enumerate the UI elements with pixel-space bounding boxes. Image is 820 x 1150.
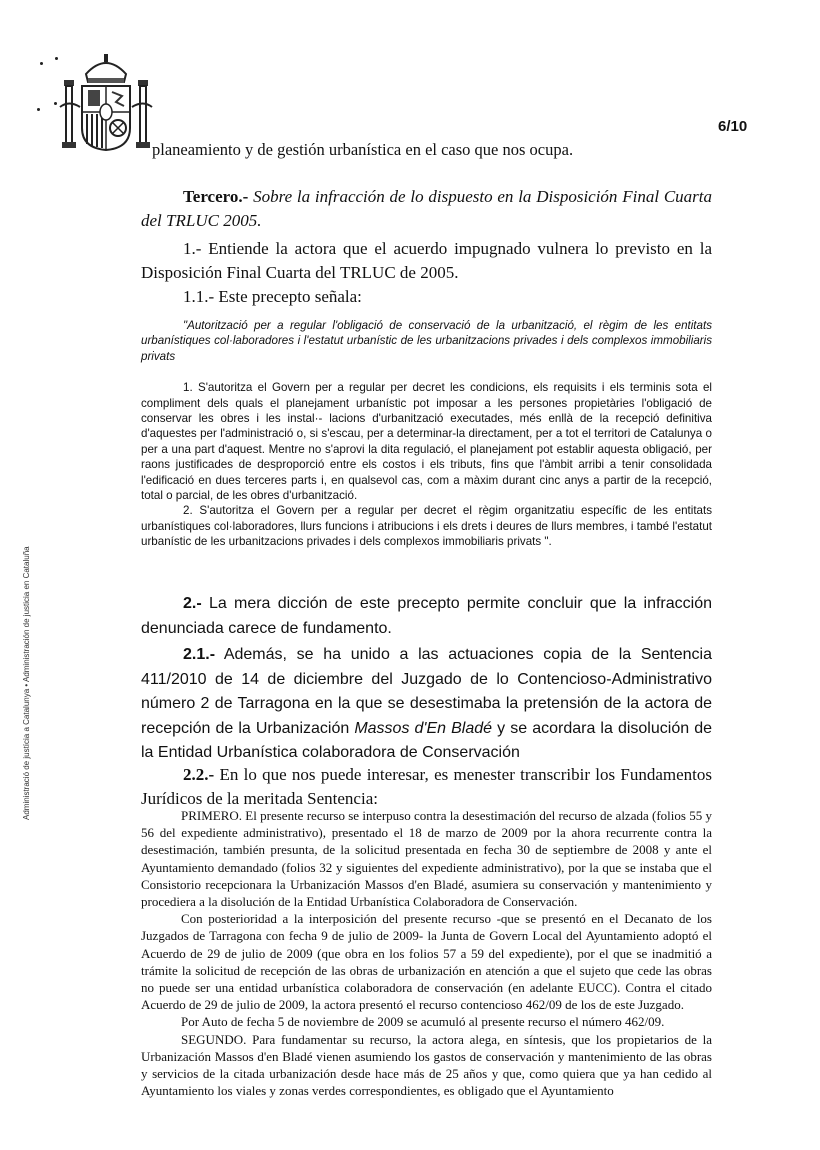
sentence-posterioridad: Con posterioridad a la interposición del presente recurso -que se presentó en el Decanato de los Juzgados de Tarragona con fecha 9 de julio de 2009- la Junta de Govern Local del Ayuntamiento adoptó el Acuerdo de 29 de julio de 2009 (que obra en los folios 57 a 59 del expediente), por el que se inadmitió a trámite la solicitud de recepción de las obras de urbanización en atención a que el sujeto que cede las obras no puede ser una entidad urbanística colaboradora de conservación (en adelante EUCC). Contra el citado Acuerdo de 29 de julio de 2009, la actora presentó el recurso contencioso 462/09 de los de este Juzgado.: [141, 911, 712, 1013]
paragraph-1-line1: Entiende la actora que el acuerdo impugnado vulnera lo previsto en la: [208, 239, 712, 258]
side-note-vertical: Administració de justícia a Catalunya • Administración de justicia en Cataluña: [22, 546, 31, 820]
paragraph-2-2: [141, 763, 712, 811]
quoted-sentence: [141, 807, 712, 1099]
paragraph-1-number: 1.-: [183, 239, 202, 258]
paragraph-2-2-number: 2.2.-: [183, 765, 215, 784]
paragraph-1: [141, 237, 712, 309]
paragraph-2-2-text: En lo que nos puede interesar, es menester transcribir los Fundamentos Jurídicos de la meritada Sentencia:: [141, 765, 712, 808]
paragraph-2-1-text-a: Además, se ha unido a las actuaciones copia de la Sentencia 411/2010 de 14 de diciembre del Juzgado de lo Contencioso-Administrativo número 2 de Tarragona en la que se desestimaba la pretensión de la actora de recepción de la Urbanización: [141, 646, 712, 737]
section-title-line2: TRLUC 2005.: [166, 211, 262, 230]
paragraph-2-1-italic: Massos d'En Bladé: [354, 719, 493, 737]
section-title-line1: Sobre la infracción de lo dispuesto en la Disposición Final Cuarta del: [141, 187, 712, 230]
quote-item-2: 2. S'autoritza el Govern per a regular per decret el règim organitzatiu específic de les entitats urbanístiques col·laboradores, llurs funcions i atribucions i els drets i deures de llurs membres, i també l'estatut urbanístic de les urbanitzacions privades i dels complexos immobiliaris privats ".: [141, 504, 712, 549]
paragraph-2-1-text-b: y se acordara la disolución de la Entidad Urbanística colaboradora de Conservación: [141, 719, 712, 761]
paragraph-2-1: [141, 643, 712, 766]
paragraph-2: [141, 592, 712, 641]
section-heading: [141, 185, 712, 233]
paragraph-2-number: 2.-: [183, 595, 202, 612]
paragraph-1-line2: Disposición Final Cuarta del TRLUC de 2005.: [141, 263, 459, 282]
sentence-auto: Por Auto de fecha 5 de noviembre de 2009 se acumuló al presente recurso el número 462/09.: [181, 1014, 665, 1030]
paragraph-2-text: La mera dicción de este precepto permite concluir que la infracción denunciada carece de fundamento.: [141, 595, 712, 637]
quote-heading: "Autorització per a regular l'obligació de conservació de la urbanització, el règim de les entitats urbanístiques col·laboradores i l'estatut urbanístic de les urbanitzacions privades i dels complexos immobiliaris privats: [141, 319, 712, 363]
paragraph-2-1-number: 2.1.-: [183, 646, 216, 663]
quote-item-1: 1. S'autoritza el Govern per a regular per decret les condicions, els requisits i els terminis sota el compliment dels quals el planejament urbanístic pot imposar a les persones propietàries l'obligació de conservar les obres i les instal·- lacions d'urbanització executades, més enllà de la recepció definitiva d'aquestes per l'administració o, si s'escau, per a determinar-la directament, per a tot el territori de Catalunya o per a una part d'aquest. Mentre no s'aprovi la dita regulació, el planejament pot establir aquesta obligació, per raons justificades de desproporció entre els costos i els tributs, fins que l'àmbit arribi a tenir consolidada l'edificació en dues terceres parts i, en qualsevol cas, com a màxim durant cinc anys a partir de la recepció, total o parcial, de les obres d'urbanització.: [141, 381, 712, 503]
spanish-coat-of-arms-icon: [56, 52, 156, 152]
statute-quote: [141, 318, 712, 550]
sentence-primero: PRIMERO. El presente recurso se interpuso contra la desestimación del recurso de alzada (folios 55 y 56 del expediente administrativo), presentado el 18 de marzo de 2009 por la ahora recurrente contra la desestimación, también presunta, de la solicitud presentada en fecha 30 de septiembre de 2008 y ante el Ayuntamiento demandado (folios 32 y siguientes del expediente administrativo), por la que se instaba que el Consistorio recepcionara la Urbanización Massos d'en Bladé, asumiera su conservación y mantenimiento y procediera a la disolución de la Entidad Urbanística Colaboradora de Conservación.: [141, 808, 712, 910]
paragraph-1-1: 1.1.- Este precepto señala:: [183, 287, 362, 306]
sentence-segundo: SEGUNDO. Para fundamentar su recurso, la actora alega, en síntesis, que los propietarios de la Urbanización Massos d'en Bladé vienen asumiendo los gastos de conservación y mantenimiento de las obras y servicios de la citada urbanización desde hace más de 25 años y que, como quiera que ya han cedido al Ayuntamiento los viales y zonas verdes correspondientes, es obligado que el Ayuntamiento: [141, 1031, 712, 1099]
section-label: Tercero.-: [183, 187, 249, 206]
page-number: 6/10: [718, 118, 748, 135]
continuation-line: planeamiento y de gestión urbanística en el caso que nos ocupa.: [152, 140, 574, 159]
